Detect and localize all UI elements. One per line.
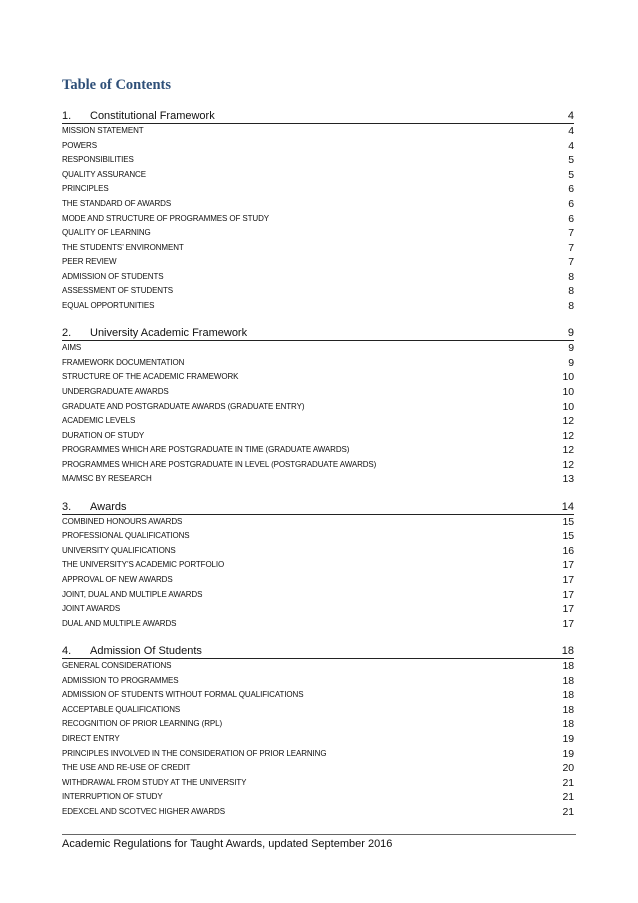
entry-title: RECOGNITION OF PRIOR LEARNING (RPL) — [62, 719, 223, 729]
toc-section-heading[interactable] — [62, 499, 574, 515]
toc-section-heading[interactable] — [62, 325, 574, 341]
toc-entry[interactable] — [62, 529, 574, 544]
toc-section — [62, 499, 574, 631]
entry-title: ADMISSION OF STUDENTS WITHOUT FORMAL QUALIFICATIONS — [62, 690, 304, 700]
entry-page-number: 17 — [562, 574, 574, 587]
section-page-number: 18 — [561, 644, 574, 657]
entry-page-number: 6 — [568, 183, 574, 196]
entry-page-number: 18 — [562, 660, 574, 673]
toc-entry[interactable] — [62, 688, 574, 703]
entry-title: MISSION STATEMENT — [62, 126, 144, 136]
entry-page-number: 7 — [568, 241, 574, 254]
entry-title: DUAL AND MULTIPLE AWARDS — [62, 618, 177, 628]
entry-page-number: 18 — [562, 674, 574, 687]
entry-page-number: 7 — [568, 227, 574, 240]
toc-section — [62, 325, 574, 486]
entry-page-number: 19 — [562, 747, 574, 760]
entry-page-number: 19 — [562, 732, 574, 745]
toc-section-heading[interactable] — [62, 108, 574, 124]
entry-title: THE USE AND RE-USE OF CREDIT — [62, 763, 191, 773]
toc-entry[interactable] — [62, 226, 574, 241]
entry-page-number: 16 — [562, 544, 574, 557]
entry-page-number: 5 — [568, 168, 574, 181]
entry-page-number: 7 — [568, 256, 574, 269]
section-number: 4. — [62, 644, 72, 657]
entry-title: JOINT AWARDS — [62, 604, 121, 614]
toc-section-heading[interactable] — [62, 643, 574, 659]
entry-page-number: 18 — [562, 703, 574, 716]
entry-title: PROFESSIONAL QUALIFICATIONS — [62, 531, 190, 541]
entry-title: AIMS — [62, 343, 82, 353]
toc-entry[interactable] — [62, 472, 574, 487]
toc-entry[interactable] — [62, 457, 574, 472]
entry-page-number: 10 — [562, 371, 574, 384]
entry-title: ACCEPTABLE QUALIFICATIONS — [62, 704, 181, 714]
entry-page-number: 4 — [568, 139, 574, 152]
entry-page-number: 8 — [568, 270, 574, 283]
entry-title: PROGRAMMES WHICH ARE POSTGRADUATE IN TIME (GRADUATE AWARDS) — [62, 445, 350, 455]
toc-entry[interactable] — [62, 356, 574, 371]
entry-title: DURATION OF STUDY — [62, 430, 145, 440]
entry-page-number: 6 — [568, 212, 574, 225]
entry-page-number: 6 — [568, 198, 574, 210]
entry-title: QUALITY OF LEARNING — [62, 228, 151, 238]
entry-page-number: 9 — [568, 356, 574, 369]
toc-entry[interactable] — [62, 732, 574, 747]
entry-title: WITHDRAWAL FROM STUDY AT THE UNIVERSITY — [62, 777, 247, 787]
entry-page-number: 12 — [562, 429, 574, 442]
entry-title: THE UNIVERSITY’S ACADEMIC PORTFOLIO — [62, 560, 225, 570]
section-page-number: 4 — [567, 110, 574, 122]
toc-entry[interactable] — [62, 153, 574, 168]
toc-entry[interactable] — [62, 211, 574, 226]
entry-title: GENERAL CONSIDERATIONS — [62, 661, 172, 671]
section-number: 1. — [62, 110, 72, 122]
footer-divider — [62, 834, 576, 835]
page-footer: Academic Regulations for Taught Awards, updated September 2016 — [62, 838, 393, 850]
entry-title: PRINCIPLES INVOLVED IN THE CONSIDERATION OF PRIOR LEARNING — [62, 748, 327, 758]
section-title: Awards — [90, 500, 127, 513]
section-title: Constitutional Framework — [90, 110, 215, 122]
entry-title: UNIVERSITY QUALIFICATIONS — [62, 545, 176, 555]
section-page-number: 14 — [561, 500, 574, 513]
toc-entry[interactable] — [62, 341, 574, 356]
entry-page-number: 18 — [562, 689, 574, 702]
entry-page-number: 13 — [562, 473, 574, 486]
toc-entry[interactable] — [62, 544, 574, 559]
toc-entry[interactable] — [62, 269, 574, 284]
entry-title: ADMISSION TO PROGRAMMES — [62, 675, 179, 685]
entry-title: PRINCIPLES — [62, 184, 109, 194]
entry-title: JOINT, DUAL AND MULTIPLE AWARDS — [62, 589, 203, 599]
toc-entry[interactable] — [62, 703, 574, 718]
toc-entry[interactable] — [62, 587, 574, 602]
toc-section — [62, 108, 574, 313]
toc-entry[interactable] — [62, 182, 574, 197]
entry-page-number: 17 — [562, 588, 574, 601]
toc-entry[interactable] — [62, 616, 574, 631]
entry-title: STRUCTURE OF THE ACADEMIC FRAMEWORK — [62, 372, 239, 382]
entry-title: MA/MSC BY RESEARCH — [62, 474, 152, 484]
entry-title: RESPONSIBILITIES — [62, 155, 134, 165]
toc-entry[interactable] — [62, 139, 574, 154]
toc-entry[interactable] — [62, 240, 574, 255]
entry-title: APPROVAL OF NEW AWARDS — [62, 575, 173, 585]
toc-entry[interactable] — [62, 775, 574, 790]
section-title: University Academic Framework — [90, 327, 248, 340]
entry-title: THE STANDARD OF AWARDS — [62, 199, 172, 208]
table-of-contents — [62, 108, 574, 831]
entry-page-number: 20 — [562, 762, 574, 775]
entry-page-number: 17 — [562, 559, 574, 572]
toc-entry[interactable] — [62, 399, 574, 414]
toc-entry[interactable] — [62, 168, 574, 183]
toc-entry[interactable] — [62, 515, 574, 530]
entry-page-number: 10 — [562, 400, 574, 413]
entry-page-number: 8 — [568, 285, 574, 298]
entry-title: COMBINED HONOURS AWARDS — [62, 516, 183, 526]
section-page-number: 9 — [567, 327, 574, 340]
entry-page-number: 12 — [562, 458, 574, 471]
entry-page-number: 21 — [562, 805, 574, 818]
toc-entry[interactable] — [62, 602, 574, 617]
entry-page-number: 10 — [562, 386, 574, 399]
entry-title: ACADEMIC LEVELS — [62, 416, 136, 426]
entry-title: POWERS — [62, 140, 97, 150]
toc-entry[interactable] — [62, 414, 574, 429]
toc-entry[interactable] — [62, 761, 574, 776]
entry-page-number: 12 — [562, 415, 574, 428]
entry-page-number: 12 — [562, 444, 574, 457]
entry-title: DIRECT ENTRY — [62, 733, 120, 743]
toc-entry[interactable] — [62, 573, 574, 588]
entry-page-number: 5 — [568, 154, 574, 167]
entry-title: UNDERGRADUATE AWARDS — [62, 387, 169, 397]
entry-title: ADMISSION OF STUDENTS — [62, 271, 164, 281]
toc-entry[interactable] — [62, 428, 574, 443]
toc-entry[interactable] — [62, 659, 574, 674]
entry-title: GRADUATE AND POSTGRADUATE AWARDS (GRADUATE ENTRY) — [62, 401, 305, 411]
section-number: 2. — [62, 327, 72, 340]
entry-page-number: 17 — [562, 617, 574, 630]
entry-page-number: 15 — [562, 515, 574, 528]
entry-title: FRAMEWORK DOCUMENTATION — [62, 357, 185, 367]
entry-title: PEER REVIEW — [62, 257, 117, 267]
entry-title: THE STUDENTS’ ENVIRONMENT — [62, 242, 184, 252]
entry-page-number: 21 — [562, 791, 574, 804]
entry-page-number: 9 — [568, 342, 574, 355]
entry-page-number: 17 — [562, 603, 574, 616]
toc-entry[interactable] — [62, 370, 574, 385]
entry-page-number: 15 — [562, 530, 574, 543]
toc-entry[interactable] — [62, 558, 574, 573]
entry-title: ASSESSMENT OF STUDENTS — [62, 286, 174, 296]
toc-entry[interactable] — [62, 124, 574, 139]
entry-title: EDEXCEL AND SCOTVEC HIGHER AWARDS — [62, 806, 225, 816]
toc-entry[interactable] — [62, 299, 574, 314]
toc-entry[interactable] — [62, 255, 574, 270]
toc-entry[interactable] — [62, 284, 574, 299]
toc-section — [62, 643, 574, 819]
toc-entry[interactable] — [62, 790, 574, 805]
toc-entry[interactable] — [62, 746, 574, 761]
entry-title: MODE AND STRUCTURE OF PROGRAMMES OF STUDY — [62, 213, 270, 223]
toc-entry[interactable] — [62, 443, 574, 458]
entry-title: PROGRAMMES WHICH ARE POSTGRADUATE IN LEVEL (POSTGRADUATE AWARDS) — [62, 459, 377, 469]
toc-entry[interactable] — [62, 197, 574, 212]
section-number: 3. — [62, 500, 72, 513]
entry-page-number: 21 — [562, 776, 574, 789]
toc-entry[interactable] — [62, 674, 574, 689]
entry-page-number: 4 — [568, 125, 574, 138]
entry-page-number: 8 — [568, 299, 574, 312]
toc-entry[interactable] — [62, 804, 574, 819]
section-title: Admission Of Students — [90, 644, 202, 657]
toc-entry[interactable] — [62, 717, 574, 732]
page-title: Table of Contents — [62, 77, 172, 93]
entry-title: QUALITY ASSURANCE — [62, 169, 146, 179]
toc-entry[interactable] — [62, 385, 574, 400]
entry-title: INTERRUPTION OF STUDY — [62, 792, 163, 802]
entry-title: EQUAL OPPORTUNITIES — [62, 300, 155, 310]
entry-page-number: 18 — [562, 718, 574, 731]
